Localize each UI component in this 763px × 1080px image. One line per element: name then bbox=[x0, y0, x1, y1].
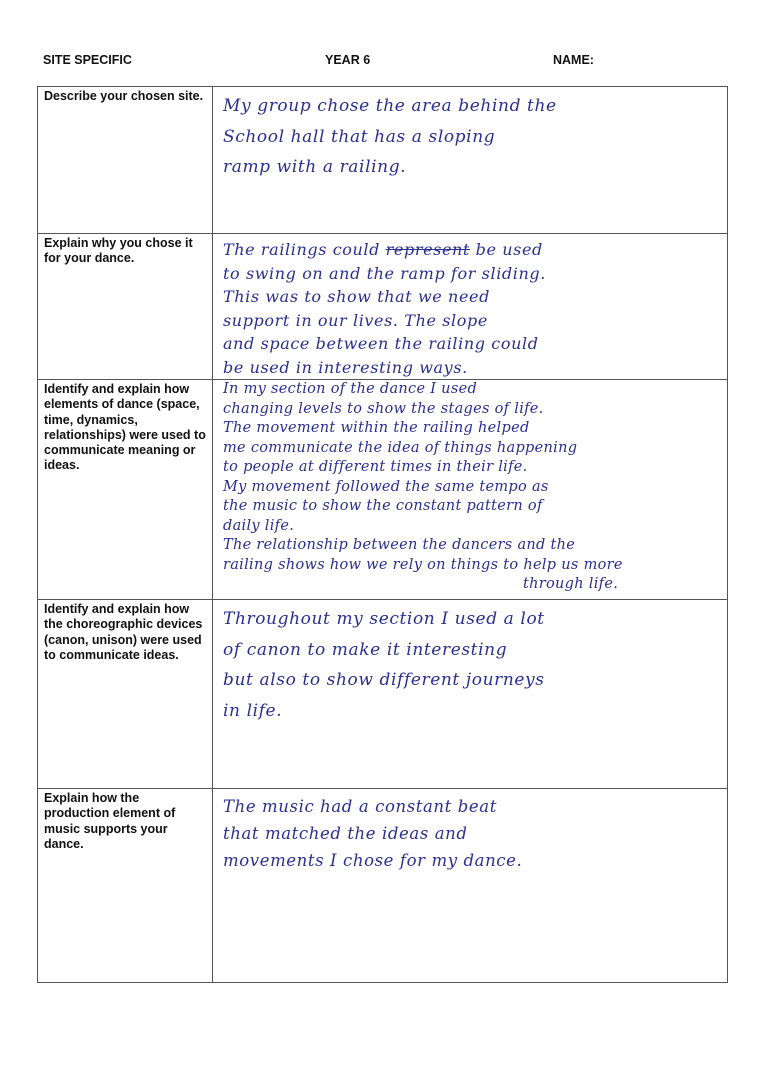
answer-line: to swing on and the ramp for sliding. bbox=[223, 263, 546, 283]
worksheet-title: SITE SPECIFIC bbox=[43, 53, 132, 67]
table-row bbox=[38, 380, 728, 600]
answer-line: of canon to make it interesting bbox=[223, 639, 508, 660]
handwritten-answer bbox=[213, 87, 727, 183]
answer-line: railing shows how we rely on things to help us more bbox=[223, 556, 623, 573]
handwritten-answer bbox=[213, 380, 727, 595]
answer-line: This was to show that we need bbox=[223, 287, 490, 306]
table-row bbox=[38, 789, 728, 983]
handwritten-answer bbox=[213, 234, 727, 379]
answer-line: to people at different times in their life. bbox=[223, 459, 528, 475]
handwritten-answer bbox=[213, 789, 727, 874]
answer-line: the music to show the constant pattern of bbox=[223, 498, 543, 514]
answer-line: My movement followed the same tempo as bbox=[223, 478, 549, 495]
answer-line: and space between the railing could bbox=[223, 334, 539, 353]
answer-line: The movement within the railing helped bbox=[223, 420, 530, 436]
answer-line: School hall that has a sloping bbox=[223, 126, 496, 147]
answer-line bbox=[223, 238, 721, 262]
answer-line: me communicate the idea of things happening bbox=[223, 439, 578, 456]
answer-line: In my section of the dance I used bbox=[223, 381, 478, 397]
answer-cell[interactable] bbox=[213, 234, 728, 380]
year-level: YEAR 6 bbox=[325, 53, 371, 67]
answer-line: support in our lives. The slope bbox=[223, 310, 488, 330]
question-cell: Explain how the production element of music supports your dance. bbox=[38, 789, 213, 983]
table-row bbox=[38, 87, 728, 234]
answer-line: movements I chose for my dance. bbox=[223, 851, 523, 870]
answer-cell[interactable] bbox=[213, 600, 728, 789]
answer-line: Throughout my section I used a lot bbox=[223, 609, 545, 629]
table-row bbox=[38, 234, 728, 380]
answer-line: My group chose the area behind the bbox=[223, 96, 557, 116]
question-cell: Explain why you chose it for your dance. bbox=[38, 234, 213, 380]
answer-cell[interactable] bbox=[213, 380, 728, 600]
handwritten-answer bbox=[213, 600, 727, 726]
answer-line: in life. bbox=[223, 700, 283, 721]
answer-line: but also to show different journeys bbox=[223, 670, 545, 690]
answer-line: ramp with a railing. bbox=[223, 157, 407, 177]
crossed-out-word: represent bbox=[385, 240, 470, 259]
answer-line: be used in interesting ways. bbox=[223, 357, 468, 377]
question-cell: Describe your chosen site. bbox=[38, 87, 213, 234]
answer-line: The relationship between the dancers and the bbox=[223, 537, 576, 553]
answer-line: changing levels to show the stages of life. bbox=[223, 400, 544, 417]
worksheet-table bbox=[37, 86, 728, 983]
question-cell: Identify and explain how elements of dance (space, time, dynamics, relationships) were used to communicate meaning or ideas. bbox=[38, 380, 213, 600]
answer-line: daily life. bbox=[223, 517, 295, 534]
answer-line: that matched the ideas and bbox=[223, 824, 468, 843]
name-label: NAME: bbox=[553, 53, 594, 67]
answer-cell[interactable] bbox=[213, 789, 728, 983]
answer-line: through life. bbox=[523, 576, 619, 592]
answer-fragment: The railings could bbox=[223, 240, 380, 259]
answer-fragment: be used bbox=[475, 240, 543, 259]
worksheet-header bbox=[0, 53, 763, 71]
table-row bbox=[38, 600, 728, 789]
answer-line: The music had a constant beat bbox=[223, 797, 497, 816]
question-cell: Identify and explain how the choreographic devices (canon, unison) were used to communicate ideas. bbox=[38, 600, 213, 789]
answer-cell[interactable] bbox=[213, 87, 728, 234]
